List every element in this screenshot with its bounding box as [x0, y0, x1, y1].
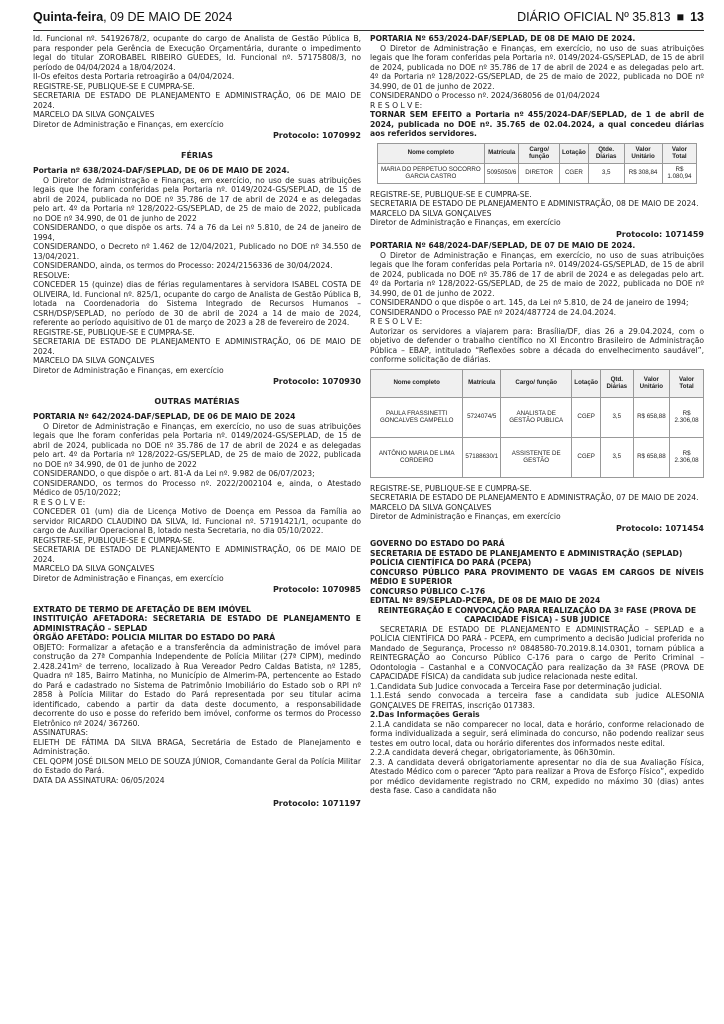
- page-number: 13: [690, 10, 704, 24]
- paragraph: O Diretor de Administração e Finanças, em exercício, no uso de suas atribuições legais que lhe foram conferidas pela Portaria nº. 0149/2024-GS/SEPLAD, de 15 de abril de 2024, publicada no DOE nº 35.786 de 17 de abril de 2024 e as delegadas pelo art. 4º da Portaria nº 128/2022-GS/SEPLAD, de 25 de maio de 2022, publicada no DOE nº 34.990, de 01 de junho de 2022.: [370, 43, 704, 91]
- table-header-row: [371, 369, 704, 397]
- edital-heading: CONCURSO PÚBLICO PARA PROVIMENTO DE VAGAS EM CARGOS DE NÍVEIS MÉDIO E SUPERIOR: [370, 567, 704, 586]
- paragraph: R E S O L V E:: [370, 317, 423, 326]
- section-title: FÉRIAS: [180, 150, 214, 160]
- paragraph: Diretor de Administração e Finanças, em exercício: [370, 512, 561, 521]
- table-header: Matrícula: [463, 369, 501, 397]
- paragraph: OBJETO: Formalizar a afetação e a transferência da administração de imóvel para construção da 27ª Companhia Independente de Polícia Militar (27ª CIPM), medindo 2.428.241m² de terreno, localizado à Rua Vereador Pedro Caldas Batista, nº 1285, Quadra nº 185, Bairro Matinha, no Município de Almerim-PA, pertencente ao Estado do Pará e cadastrado no Sistema de Patrimônio Imobiliário do Estado sob o RPI nº 2858 à Polícia Militar do Estado do Pará representada por seu titular acima identificado, cabendo a partir da data deste documento, a responsabilidade decorrente do uso e posse do referido bem imóvel, conforme os termos do Processo Eletrônico nº 2024/ 367260.: [33, 642, 361, 728]
- portaria-title: PORTARIA Nº 642/2024-DAF/SEPLAD, DE 06 DE MAIO DE 2024: [33, 412, 296, 421]
- table-header: Qtde. Diárias: [588, 143, 624, 163]
- portaria-title: PORTARIA Nº 648/2024-DAF/SEPLAD, DE 07 DE MAIO DE 2024.: [370, 241, 636, 250]
- paragraph: DATA DA ASSINATURA: 06/05/2024: [33, 775, 165, 785]
- paragraph: 2.2.A candidata deverá chegar, obrigatoriamente, às 06h30min.: [370, 748, 616, 757]
- paragraph: Diretor de Administração e Finanças, em exercício: [33, 573, 224, 583]
- paragraph: SECRETARIA DE ESTADO DE PLANEJAMENTO E ADMINISTRAÇÃO, 06 DE MAIO DE 2024.: [33, 545, 361, 564]
- paragraph: REGISTRE-SE, PUBLIQUE-SE E CUMPRA-SE.: [33, 327, 195, 337]
- diarias-table: [370, 369, 704, 478]
- table-header: Matrícula: [485, 143, 519, 163]
- paragraph: CONSIDERANDO, o que dispõe o art. 81-A da Lei nº. 9.982 de 06/07/2023;: [33, 469, 315, 478]
- paragraph: ASSINATURAS:: [33, 728, 89, 737]
- paragraph: REGISTRE-SE, PUBLIQUE-SE E CUMPRA-SE.: [370, 189, 532, 199]
- table-cell: R$ 2.306,08: [670, 397, 704, 437]
- paragraph: CONSIDERANDO, os termos do Processo nº. 2022/2002104 e, ainda, o Atestado Médico de 05/10/2022;: [33, 478, 361, 497]
- paragraph: 1.1.Está sendo convocada a terceira fase a candidata sub judice ALESONIA GONÇALVES DE FREITAS, inscrição 017383.: [370, 691, 704, 710]
- table-cell: DIRETOR: [519, 163, 560, 183]
- header-separator-icon: ■: [676, 10, 685, 24]
- journal-name: DIÁRIO OFICIAL Nº 35.813: [517, 10, 671, 24]
- paragraph: 2.1.A candidata se não comparecer no local, data e horário, conforme relacionado de forma individualizada a seguir, será eliminada do concurso, não podendo realizar seus testes em outro local, data ou horário diferentes dos informados neste edital.: [370, 719, 704, 748]
- paragraph: Id. Funcional nº. 54192678/2, ocupante do cargo de Analista de Gestão Pública B, para responder pela Gerência de Execução Orçamentária, durante o impedimento legal do titular ZOROBABEL RIBEIRO GUEDES, Id. Funcional nº. 57175808/3, no período de 04/04/2024 a 18/04/2024.: [33, 34, 361, 72]
- table-cell: CGER: [560, 163, 589, 183]
- paragraph: MARCELO DA SILVA GONÇALVES: [370, 502, 492, 512]
- header-date-text: , 09 DE MAIO DE 2024: [103, 10, 233, 24]
- table-header: Valor Total: [662, 143, 697, 163]
- table-row: [371, 437, 704, 477]
- paragraph: CONSIDERANDO o Processo PAE nº 2024/487724 de 24.04.2024.: [370, 307, 617, 317]
- table-cell: ANTÔNIO MARIA DE LIMA CORDEIRO: [371, 437, 463, 477]
- paragraph: O Diretor de Administração e Finanças, em exercício, no uso de suas atribuições legais que lhe foram conferidas pela Portaria nº. 0149/2024-GS/SEPLAD, de 15 de abril de 2024, publicada no DOE nº 35.786 de 17 de abril de 2024 e as delegadas pelo art. 4º da Portaria nº 128/2022-GS/SEPLAD, de 25 de maio de 2022, publicada no DOE nº 34.990, de 01 de junho de 2022: [33, 421, 361, 469]
- diarias-table: [377, 143, 698, 184]
- paragraph: SECRETARIA DE ESTADO DE PLANEJAMENTO E ADMINISTRAÇÃO, 06 DE MAIO DE 2024.: [33, 91, 361, 110]
- protocol-number: Protocolo: 1070930: [272, 377, 361, 386]
- extrato-title: INSTITUIÇÃO AFETADORA: SECRETARIA DE ESTADO DE PLANEJAMENTO E ADMINISTRAÇÃO – SEPLAD: [33, 614, 361, 633]
- paragraph: R E S O L V E:: [370, 100, 423, 110]
- paragraph: CEL QOPM JOSÉ DILSON MELO DE SOUZA JÚNIOR, Comandante Geral da Polícia Militar do Estado do Pará.: [33, 756, 361, 775]
- table-cell: CGEP: [572, 437, 601, 477]
- table-cell: 3,5: [601, 397, 634, 437]
- header-rule: [33, 30, 704, 31]
- edital-heading: SECRETARIA DE ESTADO DE PLANEJAMENTO E ADMINISTRAÇÃO (SEPLAD): [370, 548, 683, 558]
- paragraph: MARCELO DA SILVA GONÇALVES: [33, 356, 155, 365]
- paragraph: ELIETH DE FÁTIMA DA SILVA BRAGA, Secretária de Estado de Planejamento e Administração.: [33, 737, 361, 756]
- paragraph: MARCELO DA SILVA GONÇALVES: [370, 208, 492, 218]
- table-row: [377, 163, 697, 183]
- section-title: OUTRAS MATÉRIAS: [154, 396, 240, 406]
- paragraph: O Diretor de Administração e Finanças, em exercício, no uso de suas atribuições legais que lhe foram conferidas pela Portaria nº. 0149/2024-GS/SEPLAD, de 15 de abril de 2024, publicada no DOE nº 35.786 de 17 de abril de 2024 e as delegadas pelo art. 4º da Portaria nº 128/2022-GS/SEPLAD, de 25 de maio de 2022, publicada no DOE nº 34.990, de 01 de junho de 2022: [33, 175, 361, 223]
- table-cell: 3,5: [588, 163, 624, 183]
- table-header: Nome completo: [377, 143, 484, 163]
- table-header-row: [377, 143, 697, 163]
- paragraph: SECRETARIA DE ESTADO DE PLANEJAMENTO E ADMINISTRAÇÃO, 08 DE MAIO DE 2024.: [370, 199, 699, 208]
- paragraph: REGISTRE-SE, PUBLIQUE-SE E CUMPRA-SE.: [33, 535, 195, 545]
- paragraph: MARCELO DA SILVA GONÇALVES: [33, 110, 155, 119]
- protocol-number: Protocolo: 1071197: [272, 799, 361, 808]
- paragraph: 2.3. A candidata deverá obrigatoriamente apresentar no dia de sua Avaliação Física, Atestado Médico com o parecer “Apto para realizar a Prova de Esforço Físico”, expedido por médico devidamente registrado no CRM, expedido no máximo 30 (dias) antes desta fase. Caso a candidata não: [370, 757, 704, 795]
- continued-portaria: [33, 34, 361, 129]
- paragraph: II-Os efeitos desta Portaria retroagirão a 04/04/2024.: [33, 72, 235, 81]
- table-cell: R$ 2.306,08: [670, 437, 704, 477]
- table-cell: R$ 308,84: [624, 163, 662, 183]
- table-row: [371, 397, 704, 437]
- table-cell: PAULA FRASSINETTI GONCALVES CAMPELLO: [371, 397, 463, 437]
- paragraph: CONCEDER 15 (quinze) dias de férias regulamentares à servidora ISABEL COSTA DE OLIVEIRA, Id. Funcional nº. 825/1, ocupante do cargo de Analista de Gestão Pública B, lotada na Coordenadoria do Sistema Integrado de Recursos Humanos – CSRH/DSP/SEPLAD, no período de 30 de abril de 2024 a 14 de maio de 2024, referente ao período aquisitivo de 01 de março de 2023 a 28 de fevereiro de 2024.: [33, 280, 361, 327]
- extrato-title: ÓRGÃO AFETADO: POLICIA MILITAR DO ESTADO DO PARÁ: [33, 633, 276, 642]
- table-header: Nome completo: [371, 369, 463, 397]
- table-cell: R$ 658,88: [633, 437, 670, 477]
- table-cell: ANALISTA DE GESTÃO PUBLICA: [501, 397, 572, 437]
- portaria-title: Portaria nº 638/2024-DAF/SEPLAD, DE 06 DE MAIO DE 2024.: [33, 166, 290, 175]
- table-header: Lotação: [572, 369, 601, 397]
- paragraph: CONCEDER 01 (um) dia de Licença Motivo de Doença em Pessoa da Família ao servidor RICARDO CLAUDINO DA SILVA, Id. Funcional nº. 57191421/1, ocupante do cargo de Auxiliar Operacional B, lotado nesta Secretaria, no dia 05/10/2022.: [33, 507, 361, 535]
- page-header: [33, 6, 704, 28]
- table-cell: CGEP: [572, 397, 601, 437]
- edital-heading: POLÍCIA CIENTÍFICA DO PARÁ (PCEPA): [370, 558, 532, 567]
- paragraph: SECRETARIA DE ESTADO DE PLANEJAMENTO E ADMINISTRAÇÃO – SEPLAD e a POLÍCIA CIENTÍFICA DO PARÁ - PCEPA, em cumprimento a decisão Judicial proferida no Mandado de Segurança, Processo nº 0848580-70.2019.8.14.0301, tornam pública a REINTEGRAÇÃO ao Concurso Público C-176 para o cargo de Perito Criminal – Odontologia – Castanhal e a CONVOCAÇÃO para realização da 3ª FASE (PROVA DE CAPACIDADE FÍSICA) da candidata sub judice relacionada neste edital.: [370, 624, 704, 681]
- edital-heading: GOVERNO DO ESTADO DO PARÁ: [370, 539, 505, 548]
- paragraph: CONSIDERANDO o que dispõe o art. 145, da Lei nº 5.810, de 24 de janeiro de 1994;: [370, 298, 689, 307]
- table-cell: 3,5: [601, 437, 634, 477]
- table-header: Cargo/ função: [519, 143, 560, 163]
- header-date: [33, 10, 232, 24]
- table-cell: R$ 1.080,94: [662, 163, 697, 183]
- paragraph: O Diretor de Administração e Finanças, em exercício, no uso de suas atribuições legais que lhe foram conferidas pela Portaria nº. 0149/2024-GS/SEPLAD, de 15 de abril de 2024, publicada no DOE nº 35.786 de 17 de abril de 2024 e as delegadas pelo art. 4º da Portaria nº 128/2022-GS/SEPLAD, de 25 de maio de 2022, publicada no DOE nº 34.990, de 01 de junho de 2022.: [370, 250, 704, 298]
- table-cell: ASSISTENTE DE GESTÃO: [501, 437, 572, 477]
- table-header: Valor Unitário: [624, 143, 662, 163]
- edital-heading: EDITAL Nº 89/SEPLAD-PCEPA, DE 08 DE MAIO DE 2024: [370, 596, 601, 605]
- right-column: [370, 34, 704, 796]
- paragraph: CONSIDERANDO o Processo nº. 2024/368056 de 01/04/2024: [370, 91, 600, 100]
- table-cell: 5724074/5: [463, 397, 501, 437]
- protocol-number: Protocolo: 1071459: [615, 229, 704, 239]
- protocol-number: Protocolo: 1070985: [272, 585, 361, 594]
- paragraph: CONSIDERANDO, o Decreto nº 1.462 de 12/04/2021, Publicado no DOE nº 34.550 de 13/04/2021.: [33, 242, 361, 261]
- protocol-number: Protocolo: 1070992: [272, 131, 361, 140]
- table-cell: MARIA DO PERPETUO SOCORRO GARCIA CASTRO: [377, 163, 484, 183]
- table-cell: R$ 658,88: [633, 397, 670, 437]
- paragraph: REGISTRE-SE, PUBLIQUE-SE E CUMPRA-SE.: [33, 81, 195, 91]
- paragraph: Diretor de Administração e Finanças, em exercício: [33, 119, 224, 129]
- paragraph: RESOLVE:: [33, 270, 70, 280]
- table-cell: 5095050/6: [485, 163, 519, 183]
- left-column: [33, 34, 361, 819]
- header-journal: [517, 10, 704, 24]
- portaria-title: PORTARIA Nº 653/2024-DAF/SEPLAD, DE 08 DE MAIO DE 2024.: [370, 34, 636, 43]
- paragraph: CONSIDERANDO, o que dispõe os arts. 74 a 76 da Lei nº 5.810, de 24 de janeiro de 1994,: [33, 223, 361, 242]
- paragraph: Diretor de Administração e Finanças, em exercício: [370, 218, 561, 227]
- paragraph: R E S O L V E:: [33, 497, 86, 507]
- paragraph: REGISTRE-SE, PUBLIQUE-SE E CUMPRA-SE.: [370, 483, 532, 493]
- protocol-number: Protocolo: 1071454: [615, 523, 704, 533]
- edital-subtitle: REINTEGRAÇÃO E CONVOCAÇÃO PARA REALIZAÇÃO DA 3ª FASE (PROVA DE CAPACIDADE FÍSICA) - SUB JUDICE: [377, 605, 697, 624]
- paragraph: Autorizar os servidores a viajarem para: Brasília/DF, dias 26 a 29.04.2024, com o objetivo de defender o trabalho científico no XI Encontro Brasileiro de Administração Pública – EBAP, intitulado “Reflexões sobre a década do envelhecimento saudável”, conforme solicitação de diárias.: [370, 326, 704, 364]
- paragraph: MARCELO DA SILVA GONÇALVES: [33, 564, 155, 573]
- edital-heading: CONCURSO PÚBLICO C-176: [370, 586, 486, 596]
- extrato-title: EXTRATO DE TERMO DE AFETAÇÃO DE BEM IMÓVEL: [33, 604, 251, 614]
- table-header: Valor Unitário: [633, 369, 670, 397]
- paragraph: TORNAR SEM EFEITO a Portaria nº 455/2024-DAF/SEPLAD, de 1 de abril de 2024, publicada no DOE nº. 35.765 de 02.04.2024, a qual concedeu diárias aos referidos servidores.: [370, 110, 704, 138]
- paragraph: SECRETARIA DE ESTADO DE PLANEJAMENTO E ADMINISTRAÇÃO, 07 DE MAIO DE 2024.: [370, 493, 699, 502]
- header-weekday: Quinta-feira: [33, 10, 104, 24]
- subsection-title: 2.Das Informações Gerais: [370, 710, 480, 719]
- table-header: Cargo/ função: [501, 369, 572, 397]
- table-cell: 57188630/1: [463, 437, 501, 477]
- table-header: Qtd. Diárias: [601, 369, 634, 397]
- table-header: Valor Total: [670, 369, 704, 397]
- paragraph: SECRETARIA DE ESTADO DE PLANEJAMENTO E ADMINISTRAÇÃO, 06 DE MAIO DE 2024.: [33, 337, 361, 356]
- paragraph: 1.Candidata Sub Judice convocada a Terceira Fase por determinação judicial.: [370, 681, 662, 691]
- table-header: Lotação: [560, 143, 589, 163]
- paragraph: Diretor de Administração e Finanças, em exercício: [33, 365, 224, 375]
- paragraph: CONSIDERANDO, ainda, os termos do Processo: 2024/2156336 de 30/04/2024.: [33, 261, 333, 270]
